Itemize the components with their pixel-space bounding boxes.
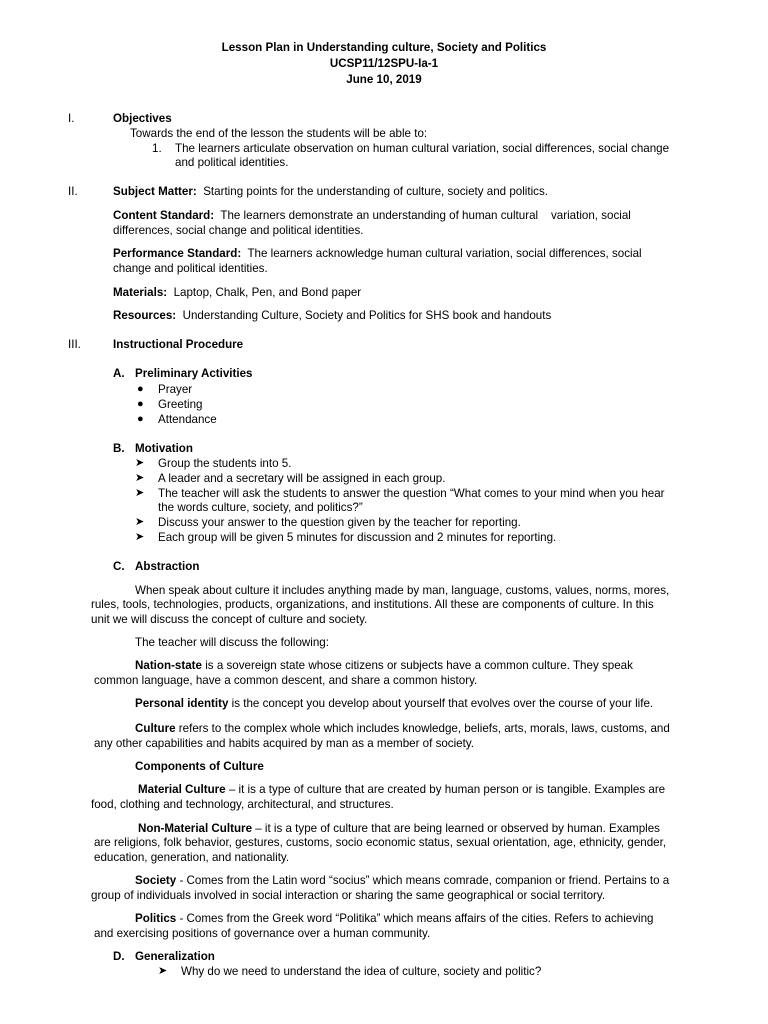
content-standard-text: The learners demonstrate an understanding of human cultural variation, social — [220, 209, 631, 222]
culture-line1 — [135, 721, 670, 736]
abstraction-paragraph-line2: rules, tools, technologies, products, organizations, and institutions. All these are components of culture. In this — [91, 598, 654, 611]
section-number-iii: III. — [68, 338, 81, 351]
performance-standard-line2: change and political identities. — [113, 262, 268, 275]
performance-standard-line1 — [113, 246, 642, 261]
subject-matter-line — [113, 184, 548, 199]
lesson-date: June 10, 2019 — [346, 73, 422, 86]
preliminary-activities-heading: Preliminary Activities — [135, 367, 253, 380]
motivation-heading: Motivation — [135, 442, 193, 455]
content-standard-line2: differences, social change and political identities. — [113, 224, 364, 237]
resources-line — [113, 308, 551, 323]
society-term: Society — [135, 874, 177, 887]
subsection-letter-c: C. — [113, 560, 125, 573]
non-material-culture-line2: are religions, folk behavior, gestures, customs, socio economic status, sexual orientation, age, ethnicity, gender, — [94, 836, 667, 849]
subsection-letter-b: B. — [113, 442, 125, 455]
arrow-bullet-icon: ➤ — [135, 516, 145, 528]
politics-line1 — [135, 911, 654, 926]
society-definition: - Comes from the Latin word “socius” which means comrade, companion or friend. Pertains to a — [176, 874, 670, 887]
materials-text: Laptop, Chalk, Pen, and Bond paper — [173, 286, 362, 299]
politics-term: Politics — [135, 912, 177, 925]
activity-item: Attendance — [158, 413, 217, 426]
motivation-item: Discuss your answer to the question given by the teacher for reporting. — [158, 516, 521, 529]
resources-label: Resources: — [113, 309, 177, 322]
activity-item: Greeting — [158, 398, 203, 411]
culture-term: Culture — [135, 722, 176, 735]
objective-number: 1. — [152, 142, 162, 155]
arrow-bullet-icon: ➤ — [135, 457, 145, 469]
bullet-icon: ● — [137, 413, 144, 425]
objectives-intro: Towards the end of the lesson the students will be able to: — [130, 127, 428, 140]
nation-state-line2: common language, have a common descent, and share a common history. — [94, 674, 478, 687]
non-material-culture-term: Non-Material Culture — [138, 822, 253, 835]
arrow-bullet-icon: ➤ — [135, 531, 145, 543]
teacher-discuss-text: The teacher will discuss the following: — [135, 636, 329, 649]
subsection-letter-a: A. — [113, 367, 125, 380]
culture-definition: refers to the complex whole which includes knowledge, beliefs, arts, morals, laws, customs, and — [175, 722, 670, 735]
politics-line2: and exercising positions of governance over a human community. — [94, 927, 431, 940]
subject-matter-text: Starting points for the understanding of culture, society and politics. — [203, 185, 548, 198]
motivation-item: Group the students into 5. — [158, 457, 292, 470]
document-title: Lesson Plan in Understanding culture, Society and Politics — [221, 41, 547, 54]
performance-standard-text: The learners acknowledge human cultural variation, social differences, social — [247, 247, 642, 260]
objectives-heading: Objectives — [113, 112, 172, 125]
activity-item: Prayer — [158, 383, 193, 396]
motivation-item: A leader and a secretary will be assigned in each group. — [158, 472, 446, 485]
arrow-bullet-icon: ➤ — [135, 487, 145, 499]
competency-code: UCSP11/12SPU-Ia-1 — [329, 57, 439, 70]
content-standard-label: Content Standard: — [113, 209, 215, 222]
instructional-procedure-heading: Instructional Procedure — [113, 338, 244, 351]
materials-label: Materials: — [113, 286, 168, 299]
generalization-heading: Generalization — [135, 950, 215, 963]
motivation-item: Each group will be given 5 minutes for discussion and 2 minutes for reporting. — [158, 531, 557, 544]
nation-state-definition: is a sovereign state whose citizens or subjects have a common culture. They speak — [202, 659, 633, 672]
section-number-i: I. — [68, 112, 75, 125]
objective-item-line1: The learners articulate observation on human cultural variation, social differences, social change — [175, 142, 670, 155]
arrow-bullet-icon: ➤ — [135, 472, 145, 484]
performance-standard-label: Performance Standard: — [113, 247, 242, 260]
non-material-culture-line1 — [138, 821, 660, 836]
personal-identity-term: Personal identity — [135, 697, 229, 710]
subject-matter-label: Subject Matter: — [113, 185, 197, 198]
bullet-icon: ● — [137, 383, 144, 395]
non-material-culture-definition: – it is a type of culture that are being learned or observed by human. Examples — [252, 822, 660, 835]
material-culture-line2: food, clothing and technology, architectural, and structures. — [91, 798, 394, 811]
motivation-item-continued: the words culture, society, and politics?” — [158, 501, 363, 514]
nation-state-line1 — [135, 658, 633, 673]
bullet-icon: ● — [137, 398, 144, 410]
material-culture-term: Material Culture — [138, 783, 226, 796]
culture-line2: any other capabilities and habits acquired by man as a member of society. — [94, 737, 475, 750]
abstraction-paragraph-line1: When speak about culture it includes anything made by man, language, customs, values, norms, mores, — [135, 584, 670, 597]
section-number-ii: II. — [68, 185, 78, 198]
nation-state-term: Nation-state — [135, 659, 202, 672]
material-culture-line1 — [138, 782, 665, 797]
abstraction-heading: Abstraction — [135, 560, 200, 573]
generalization-item: Why do we need to understand the idea of culture, society and politic? — [181, 965, 542, 978]
content-standard-line1 — [113, 208, 631, 223]
society-line2: group of individuals involved in social interaction or sharing the same geographical or social territory. — [91, 889, 606, 902]
society-line1 — [135, 873, 669, 888]
material-culture-definition: – it is a type of culture that are created by human person or is tangible. Examples are — [225, 783, 666, 796]
politics-definition: - Comes from the Greek word “Politika” which means affairs of the cities. Refers to achieving — [176, 912, 654, 925]
subsection-letter-d: D. — [113, 950, 125, 963]
components-of-culture-heading: Components of Culture — [135, 760, 264, 773]
motivation-item: The teacher will ask the students to answer the question “What comes to your mind when you hear — [158, 487, 665, 500]
materials-line — [113, 285, 361, 300]
abstraction-paragraph-line3: unit we will discuss the concept of culture and society. — [91, 613, 368, 626]
arrow-bullet-icon: ➤ — [158, 965, 168, 977]
objective-item-line2: and political identities. — [175, 156, 289, 169]
resources-text: Understanding Culture, Society and Politics for SHS book and handouts — [182, 309, 552, 322]
personal-identity-line — [135, 696, 653, 711]
personal-identity-definition: is the concept you develop about yourself that evolves over the course of your life. — [228, 697, 654, 710]
non-material-culture-line3: education, generation, and nationality. — [94, 851, 290, 864]
